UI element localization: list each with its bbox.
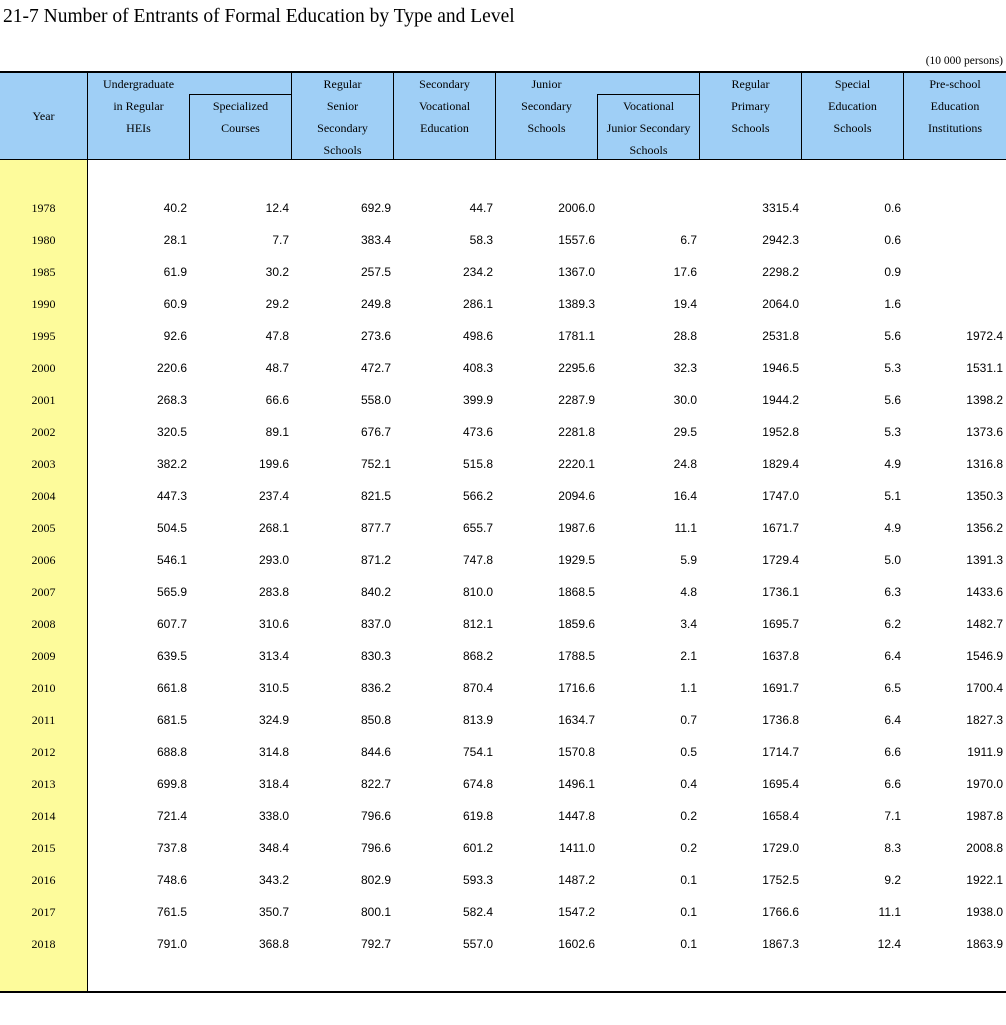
value-cell: 498.6 — [462, 329, 493, 343]
value-cell: 1557.6 — [558, 233, 595, 247]
table-row — [0, 192, 1006, 224]
value-cell: 1929.5 — [558, 553, 595, 567]
value-cell: 1952.8 — [762, 425, 799, 439]
value-cell: 1691.7 — [762, 681, 799, 695]
table-row — [0, 256, 1006, 288]
value-cell: 11.1 — [878, 905, 901, 919]
value-cell: 0.1 — [680, 937, 697, 951]
value-cell: 822.7 — [360, 777, 391, 791]
value-cell: 0.9 — [884, 265, 901, 279]
table-row — [0, 512, 1006, 544]
table-row — [0, 384, 1006, 416]
value-cell: 1972.4 — [966, 329, 1003, 343]
value-cell: 6.6 — [884, 777, 901, 791]
value-cell: 4.9 — [884, 457, 901, 471]
table-row — [0, 576, 1006, 608]
value-cell: 1867.3 — [762, 937, 799, 951]
year-cell: 2011 — [31, 713, 56, 727]
unit-note: (10 000 persons) — [925, 55, 1003, 67]
table-row — [0, 896, 1006, 928]
table-row — [0, 480, 1006, 512]
value-cell: 674.8 — [462, 777, 493, 791]
value-cell: 1482.7 — [966, 617, 1003, 631]
value-cell: 1367.0 — [558, 265, 595, 279]
value-cell: 9.2 — [884, 873, 901, 887]
value-cell: 1316.8 — [966, 457, 1003, 471]
value-cell: 830.3 — [360, 649, 391, 663]
value-cell: 473.6 — [462, 425, 493, 439]
value-cell: 601.2 — [462, 841, 493, 855]
header-junior-secondary: Junior Secondary Schools — [521, 77, 572, 135]
value-cell: 5.9 — [680, 553, 697, 567]
value-cell: 6.7 — [680, 233, 697, 247]
value-cell: 1863.9 — [966, 937, 1003, 951]
value-cell: 1433.6 — [966, 585, 1003, 599]
value-cell: 8.3 — [884, 841, 901, 855]
value-cell: 655.7 — [462, 521, 493, 535]
value-cell: 1602.6 — [558, 937, 595, 951]
value-cell: 1391.3 — [966, 553, 1003, 567]
value-cell: 593.3 — [462, 873, 493, 887]
value-cell: 1634.7 — [558, 713, 595, 727]
value-cell: 1700.4 — [966, 681, 1003, 695]
value-cell: 19.4 — [673, 297, 697, 311]
value-cell: 4.9 — [884, 521, 901, 535]
value-cell: 1714.7 — [762, 745, 799, 759]
year-cell: 2003 — [31, 457, 56, 471]
value-cell: 1546.9 — [966, 649, 1003, 663]
header-vocational-junior-secondary: Vocational Junior Secondary Schools — [606, 99, 691, 157]
value-cell: 870.4 — [462, 681, 493, 695]
value-cell — [913, 224, 1003, 256]
value-cell: 268.1 — [258, 521, 289, 535]
value-cell: 66.6 — [265, 393, 289, 407]
header-preschool: Pre-school Education Institutions — [927, 77, 982, 135]
value-cell: 840.2 — [360, 585, 391, 599]
year-cell: 2015 — [31, 841, 56, 855]
year-cell: 2016 — [31, 873, 56, 887]
value-cell: 383.4 — [360, 233, 391, 247]
value-cell: 268.3 — [156, 393, 187, 407]
table-row — [0, 320, 1006, 352]
value-cell: 47.8 — [265, 329, 289, 343]
value-cell: 48.7 — [265, 361, 289, 375]
value-cell: 28.8 — [673, 329, 697, 343]
value-cell: 61.9 — [163, 265, 187, 279]
value-cell: 1911.9 — [967, 745, 1003, 759]
value-cell: 761.5 — [156, 905, 187, 919]
value-cell: 399.9 — [462, 393, 493, 407]
value-cell: 1658.4 — [762, 809, 799, 823]
value-cell — [913, 288, 1003, 320]
table-row — [0, 224, 1006, 256]
header-undergraduate: Undergraduate in Regular HEIs — [102, 77, 175, 135]
year-cell: 1995 — [31, 329, 56, 343]
value-cell: 800.1 — [360, 905, 391, 919]
header-secondary-vocational: Secondary Vocational Education — [418, 77, 471, 135]
value-cell: 1695.4 — [762, 777, 799, 791]
value-cell: 1922.1 — [966, 873, 1003, 887]
value-cell: 5.6 — [884, 329, 901, 343]
value-cell: 5.3 — [884, 361, 901, 375]
value-cell: 12.4 — [877, 937, 901, 951]
value-cell: 1827.3 — [966, 713, 1003, 727]
value-cell: 92.6 — [163, 329, 187, 343]
table-row — [0, 288, 1006, 320]
header-regular-senior-secondary: Regular Senior Secondary Schools — [317, 77, 368, 157]
table-row — [0, 800, 1006, 832]
value-cell: 0.4 — [680, 777, 697, 791]
value-cell: 6.2 — [884, 617, 901, 631]
value-cell: 812.1 — [462, 617, 493, 631]
value-cell: 619.8 — [462, 809, 493, 823]
value-cell: 850.8 — [360, 713, 391, 727]
value-cell: 796.6 — [360, 841, 391, 855]
year-cell: 2012 — [31, 745, 56, 759]
value-cell — [913, 256, 1003, 288]
value-cell: 565.9 — [156, 585, 187, 599]
value-cell: 1736.1 — [762, 585, 799, 599]
value-cell: 1.6 — [884, 297, 901, 311]
year-cell: 1978 — [31, 201, 56, 215]
value-cell: 566.2 — [462, 489, 493, 503]
value-cell: 40.2 — [163, 201, 187, 215]
value-cell: 1671.7 — [762, 521, 799, 535]
value-cell: 2220.1 — [558, 457, 595, 471]
header-regular-primary: Regular Primary Schools — [731, 77, 770, 135]
value-cell: 837.0 — [360, 617, 391, 631]
value-cell: 802.9 — [360, 873, 391, 887]
value-cell: 1987.6 — [558, 521, 595, 535]
value-cell: 472.7 — [360, 361, 391, 375]
page-title: 21-7 Number of Entrants of Formal Education by Type and Level — [3, 6, 515, 27]
value-cell: 3.4 — [680, 617, 697, 631]
value-cell: 836.2 — [360, 681, 391, 695]
value-cell: 877.7 — [360, 521, 391, 535]
value-cell: 30.2 — [265, 265, 289, 279]
value-cell: 58.3 — [469, 233, 493, 247]
value-cell: 844.6 — [360, 745, 391, 759]
value-cell: 447.3 — [156, 489, 187, 503]
value-cell: 44.7 — [469, 201, 493, 215]
value-cell: 12.4 — [265, 201, 289, 215]
value-cell: 2287.9 — [558, 393, 595, 407]
value-cell: 661.8 — [156, 681, 187, 695]
value-cell — [913, 192, 1003, 224]
value-cell: 2281.8 — [558, 425, 595, 439]
value-cell: 28.1 — [163, 233, 187, 247]
value-cell: 5.1 — [884, 489, 901, 503]
value-cell: 5.6 — [884, 393, 901, 407]
value-cell: 318.4 — [258, 777, 289, 791]
value-cell: 5.3 — [884, 425, 901, 439]
year-cell: 1990 — [31, 297, 56, 311]
value-cell: 0.6 — [884, 201, 901, 215]
value-cell: 1716.6 — [558, 681, 595, 695]
value-cell: 6.4 — [884, 713, 901, 727]
table-row — [0, 736, 1006, 768]
value-cell: 16.4 — [673, 489, 697, 503]
value-cell: 1496.1 — [558, 777, 595, 791]
value-cell: 0.2 — [680, 841, 697, 855]
value-cell: 249.8 — [360, 297, 391, 311]
value-cell: 1752.5 — [762, 873, 799, 887]
value-cell: 1946.5 — [762, 361, 799, 375]
table-row — [0, 928, 1006, 960]
value-cell: 871.2 — [360, 553, 391, 567]
value-cell: 1736.8 — [762, 713, 799, 727]
value-cell: 2094.6 — [558, 489, 595, 503]
value-cell: 2.1 — [680, 649, 697, 663]
value-cell: 32.3 — [673, 361, 697, 375]
year-cell: 2007 — [31, 585, 56, 599]
value-cell: 314.8 — [258, 745, 289, 759]
value-cell: 1729.0 — [762, 841, 799, 855]
value-cell: 29.5 — [673, 425, 697, 439]
value-cell: 0.1 — [680, 905, 697, 919]
value-cell: 2006.0 — [558, 201, 595, 215]
value-cell: 1531.1 — [966, 361, 1003, 375]
value-cell: 0.2 — [680, 809, 697, 823]
value-cell: 810.0 — [462, 585, 493, 599]
year-cell: 2002 — [31, 425, 56, 439]
year-cell: 2006 — [31, 553, 56, 567]
value-cell: 350.7 — [258, 905, 289, 919]
value-cell: 382.2 — [156, 457, 187, 471]
value-cell: 3315.4 — [762, 201, 799, 215]
year-cell: 2009 — [31, 649, 56, 663]
value-cell: 1398.2 — [966, 393, 1003, 407]
table-row — [0, 672, 1006, 704]
value-cell: 310.6 — [258, 617, 289, 631]
value-cell: 1970.0 — [966, 777, 1003, 791]
value-cell: 681.5 — [156, 713, 187, 727]
value-cell: 234.2 — [462, 265, 493, 279]
value-cell: 257.5 — [360, 265, 391, 279]
value-cell: 557.0 — [462, 937, 493, 951]
value-cell: 5.0 — [884, 553, 901, 567]
table-row — [0, 864, 1006, 896]
year-cell: 2017 — [31, 905, 56, 919]
value-cell: 748.6 — [156, 873, 187, 887]
value-cell: 813.9 — [462, 713, 493, 727]
value-cell: 721.4 — [156, 809, 187, 823]
value-cell: 2295.6 — [558, 361, 595, 375]
value-cell: 0.5 — [680, 745, 697, 759]
table-row — [0, 832, 1006, 864]
year-cell: 1985 — [31, 265, 56, 279]
value-cell: 0.7 — [680, 713, 697, 727]
value-cell: 0.1 — [680, 873, 697, 887]
table-row — [0, 608, 1006, 640]
value-cell: 6.5 — [884, 681, 901, 695]
value-cell: 582.4 — [462, 905, 493, 919]
value-cell: 1637.8 — [762, 649, 799, 663]
value-cell: 747.8 — [462, 553, 493, 567]
value-cell: 792.7 — [360, 937, 391, 951]
value-cell: 2008.8 — [966, 841, 1003, 855]
value-cell: 324.9 — [258, 713, 289, 727]
value-cell: 7.7 — [272, 233, 289, 247]
year-cell: 2000 — [31, 361, 56, 375]
year-cell: 2018 — [31, 937, 56, 951]
value-cell: 1547.2 — [558, 905, 595, 919]
value-cell: 676.7 — [360, 425, 391, 439]
value-cell: 6.3 — [884, 585, 901, 599]
value-cell: 29.2 — [265, 297, 289, 311]
value-cell: 546.1 — [156, 553, 187, 567]
value-cell: 6.6 — [884, 745, 901, 759]
table-row — [0, 544, 1006, 576]
value-cell: 343.2 — [258, 873, 289, 887]
value-cell: 1487.2 — [558, 873, 595, 887]
value-cell: 791.0 — [156, 937, 187, 951]
header-bottom-rule — [0, 159, 1006, 160]
value-cell: 821.5 — [360, 489, 391, 503]
value-cell: 60.9 — [163, 297, 187, 311]
year-cell: 2014 — [31, 809, 56, 823]
value-cell: 293.0 — [258, 553, 289, 567]
value-cell: 1944.2 — [762, 393, 799, 407]
value-cell: 338.0 — [258, 809, 289, 823]
value-cell: 796.6 — [360, 809, 391, 823]
value-cell: 699.8 — [156, 777, 187, 791]
value-cell: 1868.5 — [558, 585, 595, 599]
header-special-education: Special Education Schools — [828, 77, 877, 135]
table-row — [0, 416, 1006, 448]
value-cell: 273.6 — [360, 329, 391, 343]
year-cell: 2005 — [31, 521, 56, 535]
value-cell: 313.4 — [258, 649, 289, 663]
value-cell: 2064.0 — [762, 297, 799, 311]
value-cell: 1766.6 — [762, 905, 799, 919]
value-cell: 6.4 — [884, 649, 901, 663]
value-cell: 1859.6 — [558, 617, 595, 631]
value-cell: 1373.6 — [966, 425, 1003, 439]
value-cell: 286.1 — [462, 297, 493, 311]
value-cell: 408.3 — [462, 361, 493, 375]
value-cell: 1356.2 — [966, 521, 1003, 535]
value-cell: 0.6 — [884, 233, 901, 247]
table-row — [0, 640, 1006, 672]
year-cell: 2013 — [31, 777, 56, 791]
value-cell: 4.8 — [680, 585, 697, 599]
value-cell: 310.5 — [258, 681, 289, 695]
value-cell: 1829.4 — [762, 457, 799, 471]
value-cell: 11.1 — [674, 521, 697, 535]
value-cell: 348.4 — [258, 841, 289, 855]
value-cell: 320.5 — [156, 425, 187, 439]
value-cell: 24.8 — [673, 457, 697, 471]
value-cell: 1350.3 — [966, 489, 1003, 503]
value-cell: 30.0 — [673, 393, 697, 407]
value-cell: 868.2 — [462, 649, 493, 663]
value-cell: 688.8 — [156, 745, 187, 759]
value-cell: 1389.3 — [558, 297, 595, 311]
value-cell: 1781.1 — [558, 329, 595, 343]
table-row — [0, 448, 1006, 480]
year-cell: 2001 — [31, 393, 56, 407]
value-cell: 1695.7 — [762, 617, 799, 631]
value-cell: 737.8 — [156, 841, 187, 855]
value-cell: 558.0 — [360, 393, 391, 407]
value-cell: 7.1 — [884, 809, 901, 823]
value-cell: 1.1 — [680, 681, 697, 695]
value-cell: 504.5 — [156, 521, 187, 535]
value-cell: 1411.0 — [559, 841, 595, 855]
header-year: Year — [32, 109, 55, 123]
table-row — [0, 704, 1006, 736]
value-cell: 17.6 — [673, 265, 697, 279]
value-cell: 752.1 — [360, 457, 391, 471]
value-cell: 2531.8 — [762, 329, 799, 343]
table-row — [0, 352, 1006, 384]
value-cell: 89.1 — [265, 425, 289, 439]
table-bottom-rule — [0, 991, 1006, 993]
year-cell: 2008 — [31, 617, 56, 631]
value-cell: 692.9 — [360, 201, 391, 215]
value-cell — [607, 192, 697, 224]
value-cell: 199.6 — [258, 457, 289, 471]
value-cell: 1747.0 — [762, 489, 799, 503]
value-cell: 1729.4 — [762, 553, 799, 567]
value-cell: 1447.8 — [558, 809, 595, 823]
value-cell: 237.4 — [258, 489, 289, 503]
year-cell: 2004 — [31, 489, 56, 503]
value-cell: 1570.8 — [558, 745, 595, 759]
value-cell: 220.6 — [156, 361, 187, 375]
value-cell: 1788.5 — [558, 649, 595, 663]
year-cell: 1980 — [31, 233, 56, 247]
value-cell: 639.5 — [156, 649, 187, 663]
value-cell: 283.8 — [258, 585, 289, 599]
value-cell: 1938.0 — [966, 905, 1003, 919]
year-cell: 2010 — [31, 681, 56, 695]
value-cell: 515.8 — [462, 457, 493, 471]
value-cell: 2298.2 — [762, 265, 799, 279]
value-cell: 607.7 — [156, 617, 187, 631]
header-specialized-courses: Specialized Courses — [212, 99, 269, 135]
value-cell: 754.1 — [462, 745, 493, 759]
table-row — [0, 768, 1006, 800]
value-cell: 2942.3 — [762, 233, 799, 247]
value-cell: 368.8 — [258, 937, 289, 951]
value-cell: 1987.8 — [966, 809, 1003, 823]
